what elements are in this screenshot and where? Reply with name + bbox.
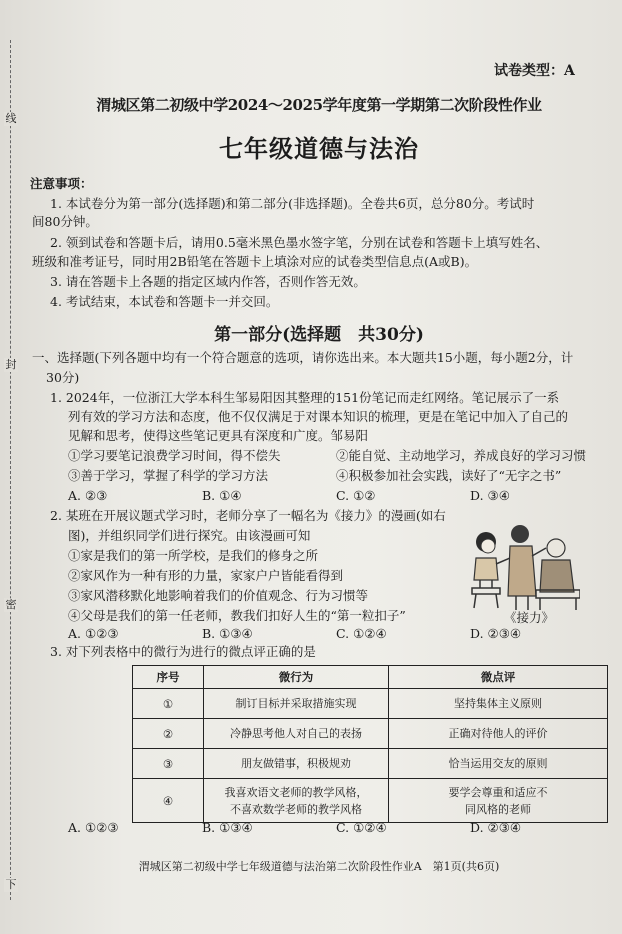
row-number: ① — [133, 689, 204, 719]
q1-stem: 列有效的学习方法和态度，他不仅仅满足于对课本知识的梳理，更是在笔记中加入了自己的 — [68, 409, 569, 424]
q2-stem: 2. 某班在开展议题式学习时，老师分享了一幅名为《接力》的漫画(如右 — [50, 508, 446, 523]
q3-choice-c[interactable]: C. ①②④ — [336, 820, 387, 835]
table-row — [133, 719, 608, 749]
table-row — [133, 689, 608, 719]
notice-item: 间80分钟。 — [32, 214, 98, 229]
q2-statement: ③家风潜移默化地影响着我们的价值观念、行为习惯等 — [68, 588, 369, 603]
binding-char: 封 — [5, 358, 17, 371]
q1-choice-c[interactable]: C. ①② — [336, 488, 376, 503]
row-number: ② — [133, 719, 204, 749]
q2-statement: ④父母是我们的第一任老师，教我们扣好人生的“第一粒扣子” — [68, 608, 406, 623]
q3-choice-b[interactable]: B. ①③④ — [202, 820, 253, 835]
table-header: 序号 — [133, 666, 204, 689]
comment-cell: 恰当运用交友的原则 — [389, 749, 608, 779]
page-footer: 渭城区第二初级中学七年级道德与法治第二次阶段性作业A 第1页(共6页) — [138, 860, 500, 873]
binding-char: 下 — [5, 878, 17, 891]
exam-type-label: 试卷类型：A — [494, 63, 575, 79]
comment-cell: 正确对待他人的评价 — [389, 719, 608, 749]
behavior-line: 不喜欢数学老师的教学风格 — [230, 802, 362, 816]
notice-heading: 注意事项： — [30, 176, 93, 191]
comment-line: 要学会尊重和适应不 — [448, 785, 548, 799]
cut-line — [10, 40, 11, 900]
behavior-cell: 朋友做错事，积极规劝 — [204, 749, 389, 779]
part-title: 第一部分(选择题 共30分) — [214, 325, 424, 345]
table-header: 微行为 — [204, 666, 389, 689]
table-header-row — [133, 666, 608, 689]
notice-item: 3. 请在答题卡上各题的指定区域内作答，否则作答无效。 — [50, 274, 366, 289]
row-number: ③ — [133, 749, 204, 779]
q2-choice-d[interactable]: D. ②③④ — [470, 626, 522, 641]
q1-statement: ②能自觉、主动地学习，养成良好的学习习惯 — [336, 448, 587, 463]
q1-statement: ④积极参加社会实践，读好了“无字之书” — [336, 468, 562, 483]
comment-cell: 坚持集体主义原则 — [389, 689, 608, 719]
table-row — [133, 779, 608, 823]
section-intro: 一、选择题(下列各题中均有一个符合题意的选项，请你选出来。本大题共15小题，每小题2分，计 — [32, 350, 574, 365]
q2-statement: ①家是我们的第一所学校，是我们的修身之所 — [68, 548, 319, 563]
relay-cartoon-illustration — [462, 508, 580, 614]
q3-choice-d[interactable]: D. ②③④ — [470, 820, 522, 835]
exam-title: 渭城区第二初级中学2024～2025学年度第一学期第二次阶段性作业 — [96, 96, 542, 114]
behavior-cell — [204, 779, 389, 823]
notice-item: 2. 领到试卷和答题卡后，请用0.5毫米黑色墨水签字笔，分别在试卷和答题卡上填写姓名、 — [50, 235, 549, 250]
q1-choice-d[interactable]: D. ③④ — [470, 488, 510, 503]
section-intro: 30分) — [46, 370, 80, 385]
q1-statement: ③善于学习，掌握了科学的学习方法 — [68, 468, 269, 483]
q2-choice-b[interactable]: B. ①③④ — [202, 626, 253, 641]
q2-choice-c[interactable]: C. ①②④ — [336, 626, 387, 641]
q1-stem: 见解和思考，使得这些笔记更具有深度和广度。邹易阳 — [68, 428, 369, 443]
q3-choice-a[interactable]: A. ①②③ — [68, 820, 119, 835]
binding-char: 线 — [5, 112, 17, 125]
subject-title: 七年级道德与法治 — [219, 134, 419, 163]
q1-statement: ①学习要笔记浪费学习时间，得不偿失 — [68, 448, 281, 463]
q1-choice-a[interactable]: A. ②③ — [68, 488, 108, 503]
behavior-line: 我喜欢语文老师的教学风格， — [224, 785, 368, 799]
comment-cell — [389, 779, 608, 823]
notice-item: 4. 考试结束，本试卷和答题卡一并交回。 — [50, 294, 279, 309]
behavior-table — [132, 665, 608, 823]
q2-stem: 图)，并组织同学们进行探究。由该漫画可知 — [68, 528, 311, 543]
q3-stem: 3. 对下列表格中的微行为进行的微点评正确的是 — [50, 644, 316, 659]
q2-choice-a[interactable]: A. ①②③ — [68, 626, 119, 641]
behavior-cell: 制订目标并采取措施实现 — [204, 689, 389, 719]
notice-item: 班级和准考证号，同时用2B铅笔在答题卡上填涂对应的试卷类型信息点(A或B)。 — [32, 254, 478, 269]
q1-stem: 1. 2024年，一位浙江大学本科生邹易阳因其整理的151份笔记而走红网络。笔记展示了一系 — [50, 390, 560, 405]
table-header: 微点评 — [389, 666, 608, 689]
table-row — [133, 749, 608, 779]
row-number: ④ — [133, 779, 204, 823]
binding-margin — [4, 40, 18, 900]
binding-char: 密 — [5, 598, 17, 611]
comment-line: 同风格的老师 — [465, 802, 531, 816]
q2-statement: ②家风作为一种有形的力量，家家户户皆能看得到 — [68, 568, 344, 583]
notice-item: 1. 本试卷分为第一部分(选择题)和第二部分(非选择题)。全卷共6页，总分80分。考试时 — [50, 196, 535, 211]
q1-choice-b[interactable]: B. ①④ — [202, 488, 242, 503]
behavior-cell: 冷静思考他人对自己的表扬 — [204, 719, 389, 749]
cartoon-caption: 《接力》 — [504, 610, 555, 625]
